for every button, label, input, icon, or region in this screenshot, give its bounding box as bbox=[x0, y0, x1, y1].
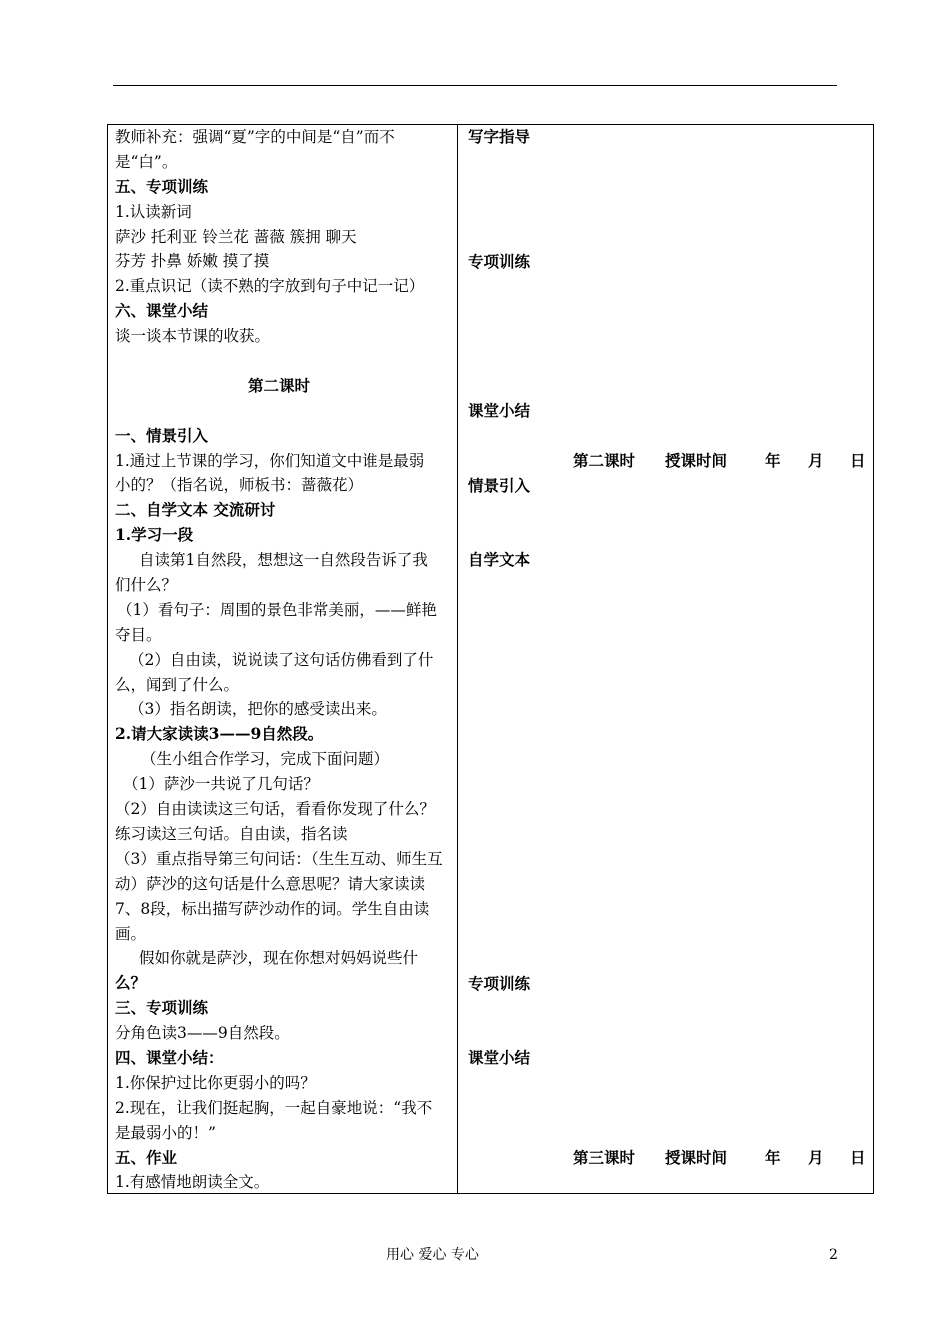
content-line: 自读第1自然段，想想这一自然段告诉了我 bbox=[139, 551, 428, 570]
schedule-label: 授课时间 bbox=[665, 1147, 728, 1167]
content-line: 假如你就是萨沙，现在你想对妈妈说些什 bbox=[139, 949, 419, 968]
content-line: 1.认读新词 bbox=[115, 202, 192, 221]
column-divider bbox=[457, 124, 458, 1194]
content-line: 五、专项训练 bbox=[115, 176, 209, 196]
footer-motto: 用心 爱心 专心 bbox=[386, 1247, 479, 1263]
stage-label: 专项训练 bbox=[468, 973, 531, 993]
content-line: 么，闻到了什么。 bbox=[115, 675, 240, 694]
content-line: （2）自由读，说说读了这句话仿佛看到了什 bbox=[129, 650, 434, 669]
stage-label: 课堂小结 bbox=[468, 1048, 531, 1068]
content-line: 2.重点识记（读不熟的字放到句子中记一记） bbox=[115, 277, 425, 296]
content-line: 谈一谈本节课的收获。 bbox=[115, 327, 271, 346]
schedule-day: 日 bbox=[850, 450, 866, 470]
content-line: 练习读这三句话。自由读，指名读 bbox=[115, 824, 348, 843]
schedule-session: 第二课时 bbox=[573, 450, 636, 470]
content-line: 1.学习一段 bbox=[115, 525, 194, 545]
content-line: 三、专项训练 bbox=[115, 998, 209, 1018]
content-line: 1.你保护过比你更弱小的吗？ bbox=[115, 1073, 316, 1092]
content-line: 第二课时 bbox=[247, 375, 310, 395]
content-line: 么？ bbox=[115, 973, 147, 993]
blank-line bbox=[115, 349, 455, 374]
content-line: 二、自学文本 交流研讨 bbox=[115, 500, 276, 520]
stage-label: 课堂小结 bbox=[468, 400, 531, 420]
content-line: 1.通过上节课的学习，你们知道文中谁是最弱 bbox=[115, 451, 425, 470]
content-line: 五、作业 bbox=[115, 1147, 178, 1167]
schedule-month: 月 bbox=[808, 1147, 824, 1167]
schedule-year: 年 bbox=[765, 1147, 781, 1167]
content-line: （1）看句子：周围的景色非常美丽，——鲜艳 bbox=[117, 600, 437, 619]
content-line: 萨沙 托利亚 铃兰花 蔷薇 簇拥 聊天 bbox=[115, 227, 357, 246]
content-line: 小的？（指名说，师板书：蔷薇花） bbox=[115, 476, 364, 495]
content-line: （3）指名朗读，把你的感受读出来。 bbox=[129, 700, 387, 719]
content-line: 画。 bbox=[115, 924, 147, 943]
schedule-month: 月 bbox=[808, 450, 824, 470]
content-line: 1.有感情地朗读全文。 bbox=[115, 1173, 270, 1192]
content-line: 六、课堂小结 bbox=[115, 301, 209, 321]
content-line: 2.请大家读读3——9自然段。 bbox=[115, 724, 324, 744]
page-number: 2 bbox=[829, 1247, 838, 1263]
schedule-day: 日 bbox=[850, 1147, 866, 1167]
content-line: （生小组合作学习，完成下面问题） bbox=[141, 750, 390, 769]
blank-line bbox=[115, 399, 455, 424]
content-line: 分角色读3——9自然段。 bbox=[115, 1024, 290, 1043]
schedule-session: 第三课时 bbox=[573, 1147, 636, 1167]
header-rule bbox=[113, 85, 837, 86]
stage-label: 专项训练 bbox=[468, 251, 531, 271]
content-line: 动）萨沙的这句话是什么意思呢？请大家读读 bbox=[115, 874, 426, 893]
schedule-label: 授课时间 bbox=[665, 450, 728, 470]
content-line: （1）萨沙一共说了几句话？ bbox=[123, 775, 319, 794]
stage-label: 自学文本 bbox=[468, 550, 531, 570]
content-line: 是“白”。 bbox=[115, 152, 178, 171]
content-line: 芬芳 扑鼻 娇嫩 摸了摸 bbox=[115, 252, 270, 271]
stage-label: 情景引入 bbox=[468, 475, 531, 495]
content-line: （3）重点指导第三句问话：（生生互动、师生互 bbox=[115, 849, 443, 868]
schedule-year: 年 bbox=[765, 450, 781, 470]
content-line: 7、8段，标出描写萨沙动作的词。学生自由读 bbox=[115, 899, 430, 918]
content-line: 一、情景引入 bbox=[115, 425, 209, 445]
lesson-content-column bbox=[115, 125, 455, 1195]
content-line: 2.现在，让我们挺起胸，一起自豪地说：“我不 bbox=[115, 1098, 433, 1117]
content-line: 教师补充：强调“夏”字的中间是“自”而不 bbox=[115, 128, 395, 146]
content-line: 们什么？ bbox=[115, 576, 178, 595]
content-line: 是最弱小的！” bbox=[115, 1123, 216, 1142]
stage-label: 写字指导 bbox=[468, 127, 531, 146]
content-line: 夺目。 bbox=[115, 625, 162, 644]
content-line: （2）自由读读这三句话，看看你发现了什么？ bbox=[115, 800, 435, 819]
content-line: 四、课堂小结： bbox=[115, 1047, 224, 1067]
